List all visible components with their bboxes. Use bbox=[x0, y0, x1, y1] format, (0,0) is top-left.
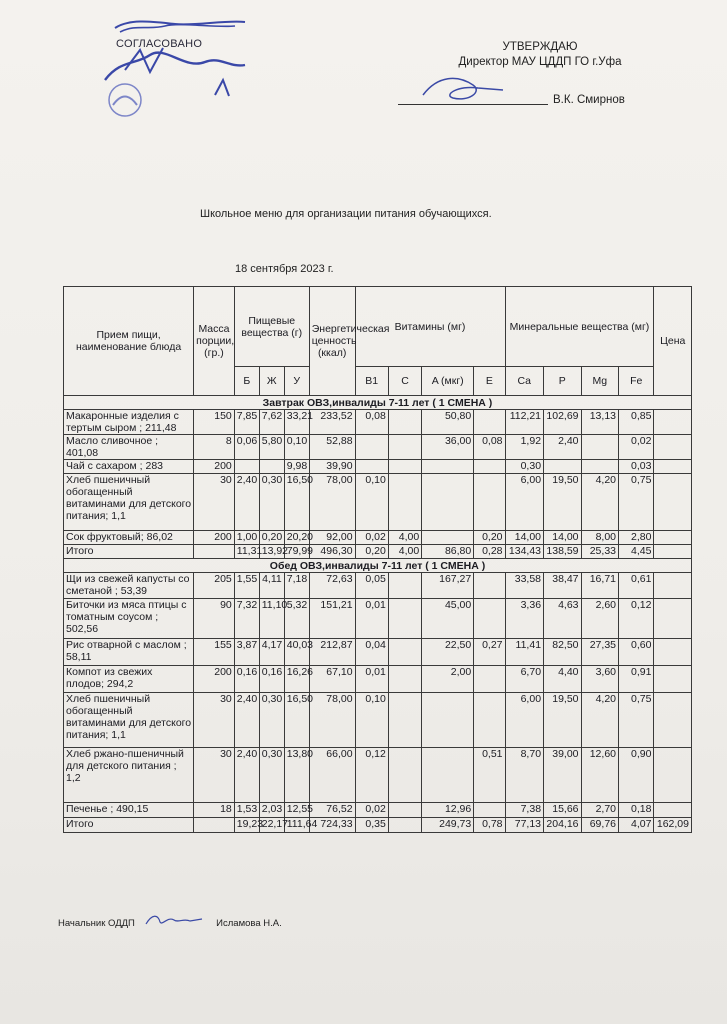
menu-table bbox=[63, 286, 692, 833]
col-header-p: P bbox=[544, 367, 581, 396]
footer-position: Начальник ОДДП bbox=[58, 918, 135, 929]
table-row: Биточки из мяса птицы с томатным соусом ; 502,56 90 7,32 11,10 5,32 151,21 0,01 45,00 3,36 4,63 2,60 0,12 bbox=[64, 599, 692, 639]
table-row: Печенье ; 490,15 18 1,53 2,03 12,55 76,52 0,02 12,96 7,38 15,66 2,70 0,18 bbox=[64, 803, 692, 818]
head-signature-icon bbox=[144, 912, 204, 928]
col-header-nutrients: Пищевые вещества (г) bbox=[234, 287, 309, 367]
col-header-price: Цена bbox=[654, 287, 692, 396]
table-row: Рис отварной с маслом ; 58,11 155 3,87 4,17 40,03 212,87 0,04 22,50 0,27 11,41 82,50 27,35 0,60 bbox=[64, 639, 692, 666]
col-header-b: Б bbox=[234, 367, 259, 396]
col-header-ca: Ca bbox=[505, 367, 544, 396]
col-header-vitamins: Витамины (мг) bbox=[355, 287, 505, 367]
table-row: Щи из свежей капусты со сметаной ; 53,39 205 1,55 4,11 7,18 72,63 0,05 167,27 33,58 38,47 16,71 0,61 bbox=[64, 573, 692, 599]
table-row-total: Итого 11,31 13,92 79,99 496,30 0,20 4,00 86,80 0,28 134,43 138,59 25,33 4,45 bbox=[64, 545, 692, 559]
col-header-zh: Ж bbox=[259, 367, 284, 396]
table-row: Хлеб пшеничный обогащенный витаминами для детского питания; 1,1 30 2,40 0,30 16,50 78,00 0,10 6,00 19,50 4,20 0,75 bbox=[64, 474, 692, 531]
table-row: Сок фруктовый; 86,02 200 1,00 0,20 20,20 92,00 0,02 4,00 0,20 14,00 14,00 8,00 2,80 bbox=[64, 531, 692, 545]
col-header-mg: Mg bbox=[581, 367, 618, 396]
section-lunch: Обед ОВЗ,инвалиды 7-11 лет ( 1 СМЕНА ) bbox=[64, 559, 692, 573]
col-header-meal: Прием пищи, наименование блюда bbox=[64, 287, 194, 396]
signature-line bbox=[398, 104, 548, 105]
table-row-total: Итого 19,23 22,17 111,64 724,33 0,35 249,73 0,78 77,13 204,16 69,76 4,07 162,09 bbox=[64, 818, 692, 833]
approve-label: УТВЕРЖДАЮ bbox=[502, 41, 578, 53]
table-row: Компот из свежих плодов; 294,2 200 0,16 0,16 16,26 67,10 0,01 2,00 6,70 4,40 3,60 0,91 bbox=[64, 666, 692, 693]
col-header-c: C bbox=[388, 367, 421, 396]
table-row: Хлеб пшеничный обогащенный витаминами для детского питания; 1,1 30 2,40 0,30 16,50 78,00 0,10 6,00 19,50 4,20 0,75 bbox=[64, 693, 692, 748]
col-header-energy: Энергетическая ценность (ккал) bbox=[309, 287, 355, 396]
footer-signature bbox=[58, 910, 282, 929]
page-title: Школьное меню для организации питания обучающихся. bbox=[200, 208, 492, 220]
col-header-fe: Fe bbox=[619, 367, 654, 396]
director-position: Директор МАУ ЦДДП ГО г.Уфа bbox=[458, 56, 622, 68]
table-row: Чай с сахаром ; 283 200 9,98 39,90 0,30 0,03 bbox=[64, 460, 692, 474]
footer-name: Исламова Н.А. bbox=[216, 918, 282, 929]
director-name: В.К. Смирнов bbox=[553, 94, 625, 106]
section-breakfast: Завтрак ОВЗ,инвалиды 7-11 лет ( 1 СМЕНА ) bbox=[64, 396, 692, 410]
table-row: Хлеб ржано-пшеничный для детского питания ; 1,2 30 2,40 0,30 13,80 66,00 0,12 0,51 8,70 39,00 12,60 0,90 bbox=[64, 748, 692, 803]
approval-block bbox=[400, 40, 680, 70]
col-header-mass: Масса порции, (гр.) bbox=[194, 287, 235, 396]
col-header-b1: B1 bbox=[355, 367, 388, 396]
table-row: Масло сливочное ; 401,08 8 0,06 5,80 0,10 52,88 36,00 0,08 1,92 2,40 0,02 bbox=[64, 435, 692, 460]
col-header-minerals: Минеральные вещества (мг) bbox=[505, 287, 654, 367]
col-header-e: E bbox=[474, 367, 505, 396]
agreed-label: СОГЛАСОВАНО bbox=[116, 38, 203, 50]
col-header-a: A (мкг) bbox=[422, 367, 474, 396]
menu-date: 18 сентября 2023 г. bbox=[235, 263, 334, 275]
approval-stamp-icon bbox=[95, 10, 255, 120]
table-row: Макаронные изделия с тертым сыром ; 211,48 150 7,85 7,62 33,21 233,52 0,08 50,80 112,21 102,69 13,13 0,85 bbox=[64, 410, 692, 435]
col-header-u: У bbox=[284, 367, 309, 396]
